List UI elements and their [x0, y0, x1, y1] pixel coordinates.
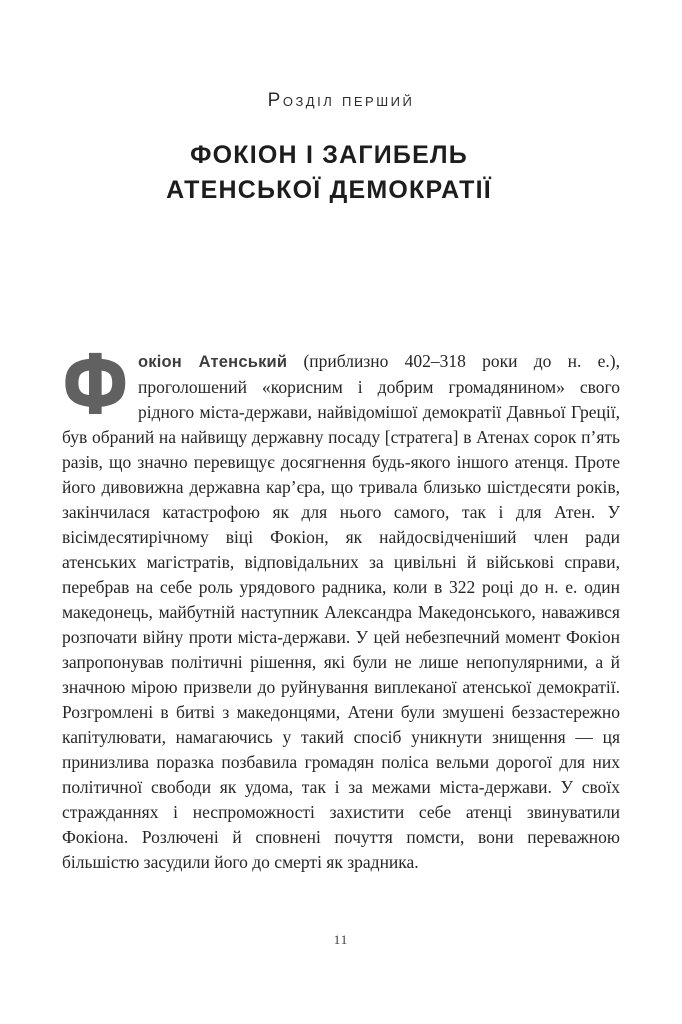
chapter-title-line-1: ФОКІОН І ЗАГИБЕЛЬ: [190, 141, 468, 169]
paragraph: [62, 336, 621, 875]
paragraph-text: (приблизно 402–318 роки до н. е.), проголошений «корисним і добрим громадянином» свого рідного міста-держави, найвідомішої демократії Давньої Греції, був обраний на найвищу державну посаду [стратега] в Атенах сорок п’ять разів, що значно перевищує досягнення будь-якого іншого атенця. Проте його дивовижна державна кар’єра, що тривала близько шістдесяти років, закінчилася катастрофою як для нього самого, так і для Атен. У вісімдесятирічному віці Фокіон, як найдосвідченіший член ради атенських магістратів, відповідальних за цивільні й військові справи, перебрав на себе роль урядового радника, коли в 322 році до н. е. один македонець, майбутній наступник Александра Македонського, наважився розпочати війну проти міста-держави. У цей небезпечний момент Фокіон запропонував політичні рішення, які були не лише непопулярними, а й значною мірою призвели до руйнування виплеканої атенської демократії. Розгромлені в битві з македонцями, Атени були змушені беззастережно капітулювати, намагаючись у такий спосіб уникнути знищення — ця принизлива поразка позбавила громадян поліса вельми дорогої для них політичної свободи як удома, так і за межами міста-держави. У своїх стражданнях і неспроможності захистити себе атенці звинуватили Фокіона. Розлючені й сповнені почуття помсти, вони переважною більшістю засудили його до смерті як зрадника.: [62, 351, 621, 872]
chapter-title: [0, 138, 658, 208]
page-number: 11: [333, 932, 349, 947]
chapter-title-line-2: АТЕНСЬКОЇ ДЕМОКРАТІЇ: [166, 176, 492, 204]
lead-bold-name: окіон Атенський: [138, 353, 288, 371]
text-block: [62, 336, 621, 875]
chapter-label: Розділ перший: [267, 90, 415, 111]
dropcap: Ф: [62, 336, 129, 434]
